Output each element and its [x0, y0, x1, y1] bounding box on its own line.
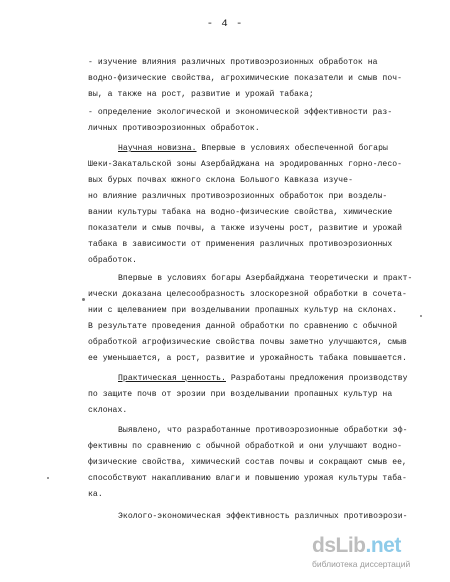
text-line: Шеки-Закатальской зоны Азербайджана на эродированных горно-лесо- — [88, 160, 403, 169]
text-line: нии с щелеванием при возделывании пропашных культур на склонах. — [88, 306, 398, 315]
text-line: ически доказана целесообразность злоскорезной обработки в сочета- — [88, 290, 407, 299]
text-line: ее уменьшается, а рост, развитие и урожайность табака повышается. — [88, 354, 407, 363]
scan-speck — [82, 298, 85, 301]
text-line: Впервые в условиях богары Азербайджана теоретически и практ- — [118, 274, 413, 283]
text-line: - определение экологической и экономической эффективности раз- — [88, 108, 393, 117]
text-line: показатели и смыв почвы, а также изучены рост, развитие и урожай — [88, 224, 403, 233]
text-line: но влияние различных противоэрозионных обработок при возделы- — [88, 192, 388, 201]
text-line: склонах. — [88, 406, 128, 415]
text-line: фективны по сравнению с обычной обработкой и они улучшают водно- — [88, 442, 403, 451]
watermark-subtitle: библиотека диссертаций — [312, 559, 411, 569]
section-heading: Научная новизна. — [118, 144, 197, 153]
text-line: В результате проведения данной обработки по сравнению с обычной — [88, 322, 398, 331]
scan-speck — [47, 477, 49, 479]
scan-speck — [420, 315, 422, 317]
text-line: по защите почв от эрозии при возделывании пропашных культур на — [88, 390, 393, 399]
text-line: Эколого-экономическая эффективность различных противоэрози- — [118, 512, 408, 521]
text-line: - изучение влияния различных противоэрозионных обработок на — [88, 58, 378, 67]
page-number: - 4 - — [206, 18, 244, 30]
section-heading: Практическая ценность. — [118, 374, 226, 383]
text-line: обработкой агрофизические свойства почвы заметно улучшаются, смыв — [88, 338, 407, 347]
watermark-logo-text: dsLib.net — [312, 534, 401, 557]
text-line: Выявлено, что разработанные противоэрозионные обработки эф- — [118, 426, 408, 435]
text-line: способствуют накапливанию влаги и повышению урожая культуры таба- — [88, 474, 407, 483]
text-line: ка. — [88, 490, 103, 499]
dslib-watermark[interactable] — [312, 534, 440, 574]
text-line: водно-физические свойства, агрохимические показатели и смыв поч- — [88, 74, 403, 83]
text-line: вых бурых почвах южного склона Большого Кавказа изуче- — [88, 176, 353, 185]
text-line: Практическая ценность. Разработаны предложения производству — [118, 374, 408, 383]
text-line: физические свойства, химический состав почвы и сокращают смыв ее, — [88, 458, 407, 467]
text-line: вы, а также на рост, развитие и урожай табака; — [88, 90, 314, 99]
text-line: личных противоэрозионных обработок. — [88, 124, 260, 133]
text-line: обработок. — [88, 256, 138, 265]
text-line: табака в зависимости от применения различных противоэрозионных — [88, 240, 393, 249]
text-line: вании культуры табака на водно-физические свойства, химические — [88, 208, 393, 217]
text-line: Научная новизна. Впервые в условиях обеспеченной богары — [118, 144, 388, 153]
